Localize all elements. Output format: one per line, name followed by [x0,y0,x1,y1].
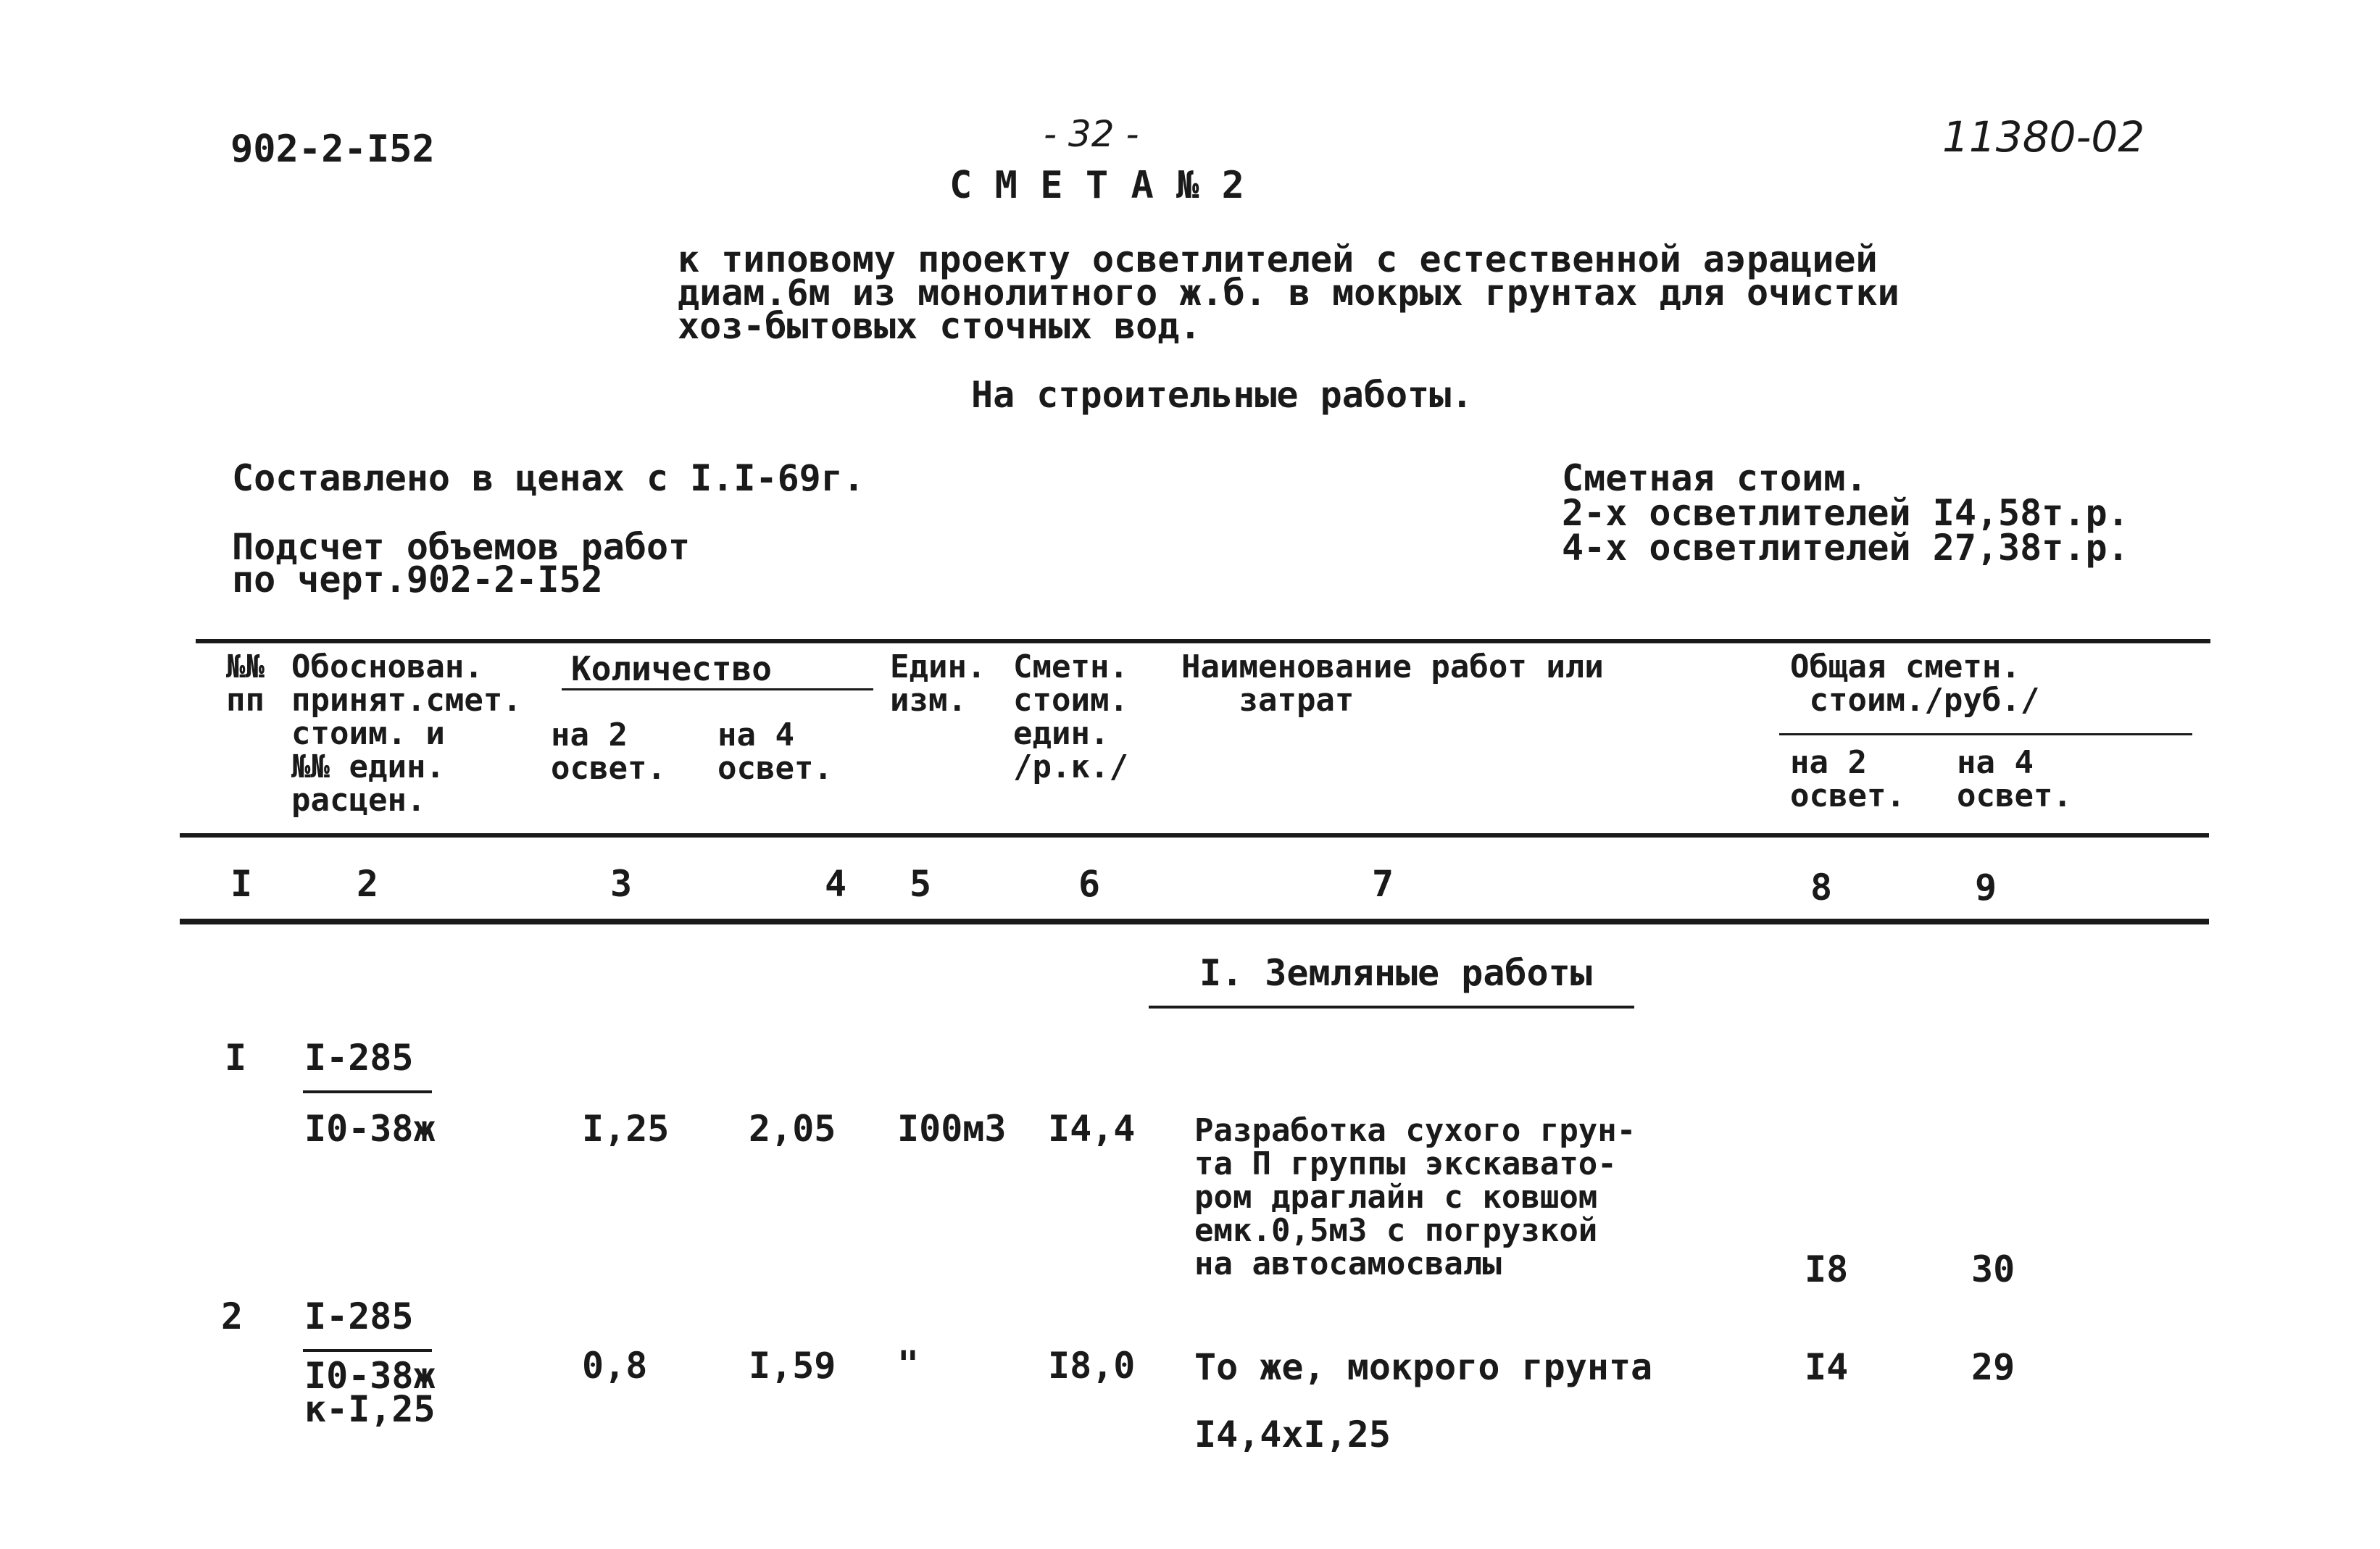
row-2-quantity-2: 0,8 [582,1345,648,1387]
estimated-cost-title: Сметная стоим. [1562,457,1868,499]
row-2-unit-ditto: " [897,1343,920,1385]
header-row-number: №№ пп [226,648,265,719]
row-2-basis-top: I-285 [304,1295,414,1337]
column-numbers-bottom-rule [180,919,2209,924]
archive-number: 11380-02 [1942,112,2145,162]
row-2-number: 2 [221,1295,244,1337]
row-2-total-4: 29 [1971,1346,2015,1388]
row-2-unit-cost: I8,0 [1048,1345,1136,1387]
header-total-2: на 2 освет. [1790,744,1905,814]
document-title: С М Е Т А № 2 [949,164,1244,207]
total-group-rule [1779,733,2192,735]
row-2-basis-bottom: I0-38ж к-I,25 [304,1355,436,1430]
column-number-2: 2 [357,863,379,905]
row-1-unit: I00м3 [897,1108,1007,1150]
header-unit: Един. изм. [890,648,986,719]
quantity-group-rule [562,688,873,690]
header-quantity-group: Количество [571,649,772,688]
column-number-3: 3 [610,863,633,905]
header-quantity-4: на 4 освет. [717,717,833,787]
estimated-cost-4: 4-х осветлителей 27,38т.р. [1562,527,2129,569]
column-number-7: 7 [1372,863,1394,905]
row-2-basis-divider [303,1349,432,1352]
row-1-description: Разработка сухого грун- та П группы экскавато- ром драглайн с ковшом емк.0,5м3 с погрузкой на автосамосвалы [1194,1112,1636,1282]
header-unit-cost: Сметн. стоим. един. /р.к./ [1013,648,1128,785]
row-1-quantity-4: 2,05 [749,1108,836,1150]
header-bottom-rule [180,833,2209,838]
row-1-basis-divider [303,1090,432,1093]
section-label: На строительные работы. [971,374,1473,416]
header-quantity-2: на 2 освет. [551,717,666,787]
header-total-4: на 4 освет. [1957,744,2072,814]
header-work-name: Наименование работ или затрат [1181,648,1604,719]
row-1-total-4: 30 [1971,1248,2015,1290]
row-1-unit-cost: I4,4 [1048,1108,1136,1150]
row-1-quantity-2: I,25 [582,1108,670,1150]
volumes-line-1: Подсчет объемов работ [232,526,691,568]
subtitle-line-3: хоз-бытовых сточных вод. [678,305,1202,347]
column-number-1: I [230,863,253,905]
document-code: 902-2-I52 [230,128,435,171]
row-2-quantity-4: I,59 [749,1345,836,1387]
subtitle-line-2: диам.6м из монолитного ж.б. в мокрых грунтах для очистки [678,272,1900,314]
section-title-underline [1149,1006,1634,1009]
page-number: - 32 - [1044,113,1139,155]
header-basis: Обоснован. принят.смет. стоим. и №№ един. расцен. [291,648,522,819]
column-number-9: 9 [1975,867,1997,909]
header-total-group: Общая сметн. стоим./руб./ [1790,648,2040,719]
row-2-description: То же, мокрого грунта [1194,1346,1653,1388]
row-1-basis-top: I-285 [304,1037,414,1079]
prices-basis-line: Составлено в ценах с I.I-69г. [232,457,865,499]
column-number-4: 4 [825,863,847,905]
row-1-basis-bottom: I0-38ж [304,1108,436,1150]
row-2-total-2: I4 [1805,1346,1849,1388]
column-number-6: 6 [1078,863,1101,905]
column-number-5: 5 [910,863,932,905]
estimated-cost-2: 2-х осветлителей I4,58т.р. [1562,492,2129,534]
row-2-calculation: I4,4xI,25 [1194,1414,1391,1456]
volumes-line-2: по черт.902-2-I52 [232,559,603,601]
column-number-8: 8 [1810,867,1833,909]
row-1-total-2: I8 [1805,1248,1849,1290]
row-1-number: I [225,1037,247,1079]
section-title: I. Земляные работы [1199,952,1592,994]
table-top-rule [196,639,2210,643]
subtitle-line-1: к типовому проекту осветлителей с естественной аэрацией [678,238,1878,280]
